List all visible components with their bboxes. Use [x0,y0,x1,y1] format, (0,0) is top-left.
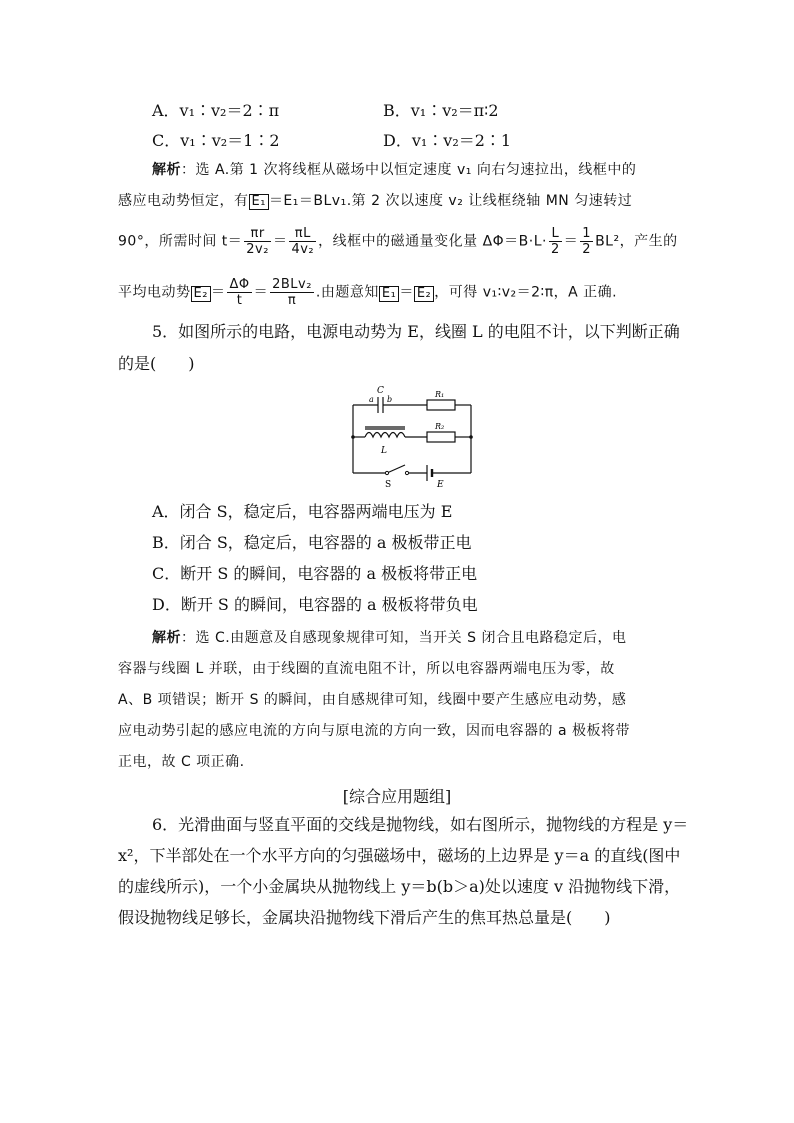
q4-option-d: D．v₁∶v₂＝2∶1 [383,131,512,150]
label-e: E [437,480,444,490]
label-c: C [377,386,384,396]
q5-solution-label: 解析 [152,630,181,646]
q4-solution-line-2: 感应电动势恒定，有 E₁ ＝E₁＝BLv₁.第 2 次以速度 v₂ 让线框绕轴 MN 匀速转过 [118,193,633,209]
q5-solution-line-1: 解析：选 C.由题意及自感现象规律可知，当开关 S 闭合且电路稳定后，电 [152,630,627,646]
fraction: $\frac{L}{2}$ [551,226,560,257]
q4-solution-label: 解析 [152,162,181,178]
fraction: $\frac{\text{2BLv₂}}{\pi}$ [272,277,312,308]
emf-e2-box: E₂ [191,286,211,302]
q6-line-1: 6．光滑曲面与竖直平面的交线是抛物线，如右图所示，抛物线的方程是 y＝ [152,815,689,834]
q4-solution-line-4: 平均电动势 E₂ ＝ $\frac{\Delta\Phi}{t}$ ＝ $\frac{\text{2BLv₂}}{\pi}$ .由题意知 E₁ ＝ E₂ ，可得 v₁∶v₂＝2∶π，A 正确. [118,277,618,308]
section-title: [综合应用题组] [342,787,452,806]
q5-stem-line-1: 5．如图所示的电路，电源电动势为 E，线圈 L 的电阻不计，以下判断正确 [152,322,680,341]
label-s: S [385,480,392,490]
q4-solution-line-3: 90°，所需时间 t＝ $\frac{\pi r}{\text{2v₂}}$ ＝ $\frac{\pi L}{\text{4v₂}}$ ，线框中的磁通量变化量 ΔΦ＝B·L· $\frac{L}{2}$ ＝ $\frac{1}{2}$ BL²，产生的 [118,226,678,257]
label-r1: R₁ [435,390,445,399]
emf-e2-box: E₂ [414,286,434,302]
label-a: a [369,395,374,404]
emf-e1-box: E₁ [379,286,399,302]
q5-solution-line-2: 容器与线圈 L 并联，由于线圈的直流电阻不计，所以电容器两端电压为零，故 [118,661,615,677]
inductor-coil [365,433,405,438]
label-l: L [381,446,387,456]
q4-option-b: B．v₁∶v₂＝π∶2 [383,101,499,120]
junction-dot [351,435,355,439]
q4-solution-line-1: 解析：选 A.第 1 次将线框从磁场中以恒定速度 v₁ 向右匀速拉出，线框中的 [152,162,637,178]
q5-option-c: C．断开 S 的瞬间，电容器的 a 极板将带正电 [152,564,478,583]
resistor-r1 [427,400,455,410]
switch-blade [387,465,405,473]
switch-pivot [385,471,388,474]
q5-solution-line-5: 正电，故 C 项正确. [118,754,245,770]
q5-option-b: B．闭合 S，稳定后，电容器的 a 极板带正电 [152,533,472,552]
q6-line-4: 假设抛物线足够长，金属块沿抛物线下滑后产生的焦耳热总量是( ) [118,908,611,927]
label-b: b [387,395,393,404]
q6-line-3: 的虚线所示)，一个小金属块从抛物线上 y＝b(b＞a)处以速度 v 沿抛物线下滑， [118,877,681,896]
q5-solution-line-3: A、B 项错误；断开 S 的瞬间，由自感规律可知，线圈中要产生感应电动势，感 [118,692,627,708]
q5-stem-line-2: 的是( ) [118,354,195,373]
fraction: $\frac{\pi r}{\text{2v₂}}$ [246,226,269,257]
q4-option-a: A．v₁∶v₂＝2∶π [152,101,280,120]
emf-e1-box: E₁ [249,194,269,210]
circuit-diagram [345,383,480,493]
q4-option-c: C．v₁∶v₂＝1∶2 [152,131,280,150]
q5-solution-line-4: 应电动势引起的感应电流的方向与原电流的方向一致，因而电容器的 a 极板将带 [118,723,630,739]
junction-dot [469,435,473,439]
q5-option-a: A．闭合 S，稳定后，电容器两端电压为 E [152,502,453,521]
fraction: $\frac{1}{2}$ [582,226,592,257]
resistor-r2 [427,432,455,442]
switch-contact [405,471,408,474]
fraction: $\frac{\Delta\Phi}{t}$ [229,277,250,308]
label-r2: R₂ [435,422,445,431]
q5-option-d: D．断开 S 的瞬间，电容器的 a 极板将带负电 [152,595,478,614]
q6-line-2: x²，下半部处在一个水平方向的匀强磁场中，磁场的上边界是 y＝a 的直线(图中 [118,846,681,865]
fraction: $\frac{\pi L}{\text{4v₂}}$ [291,226,315,257]
